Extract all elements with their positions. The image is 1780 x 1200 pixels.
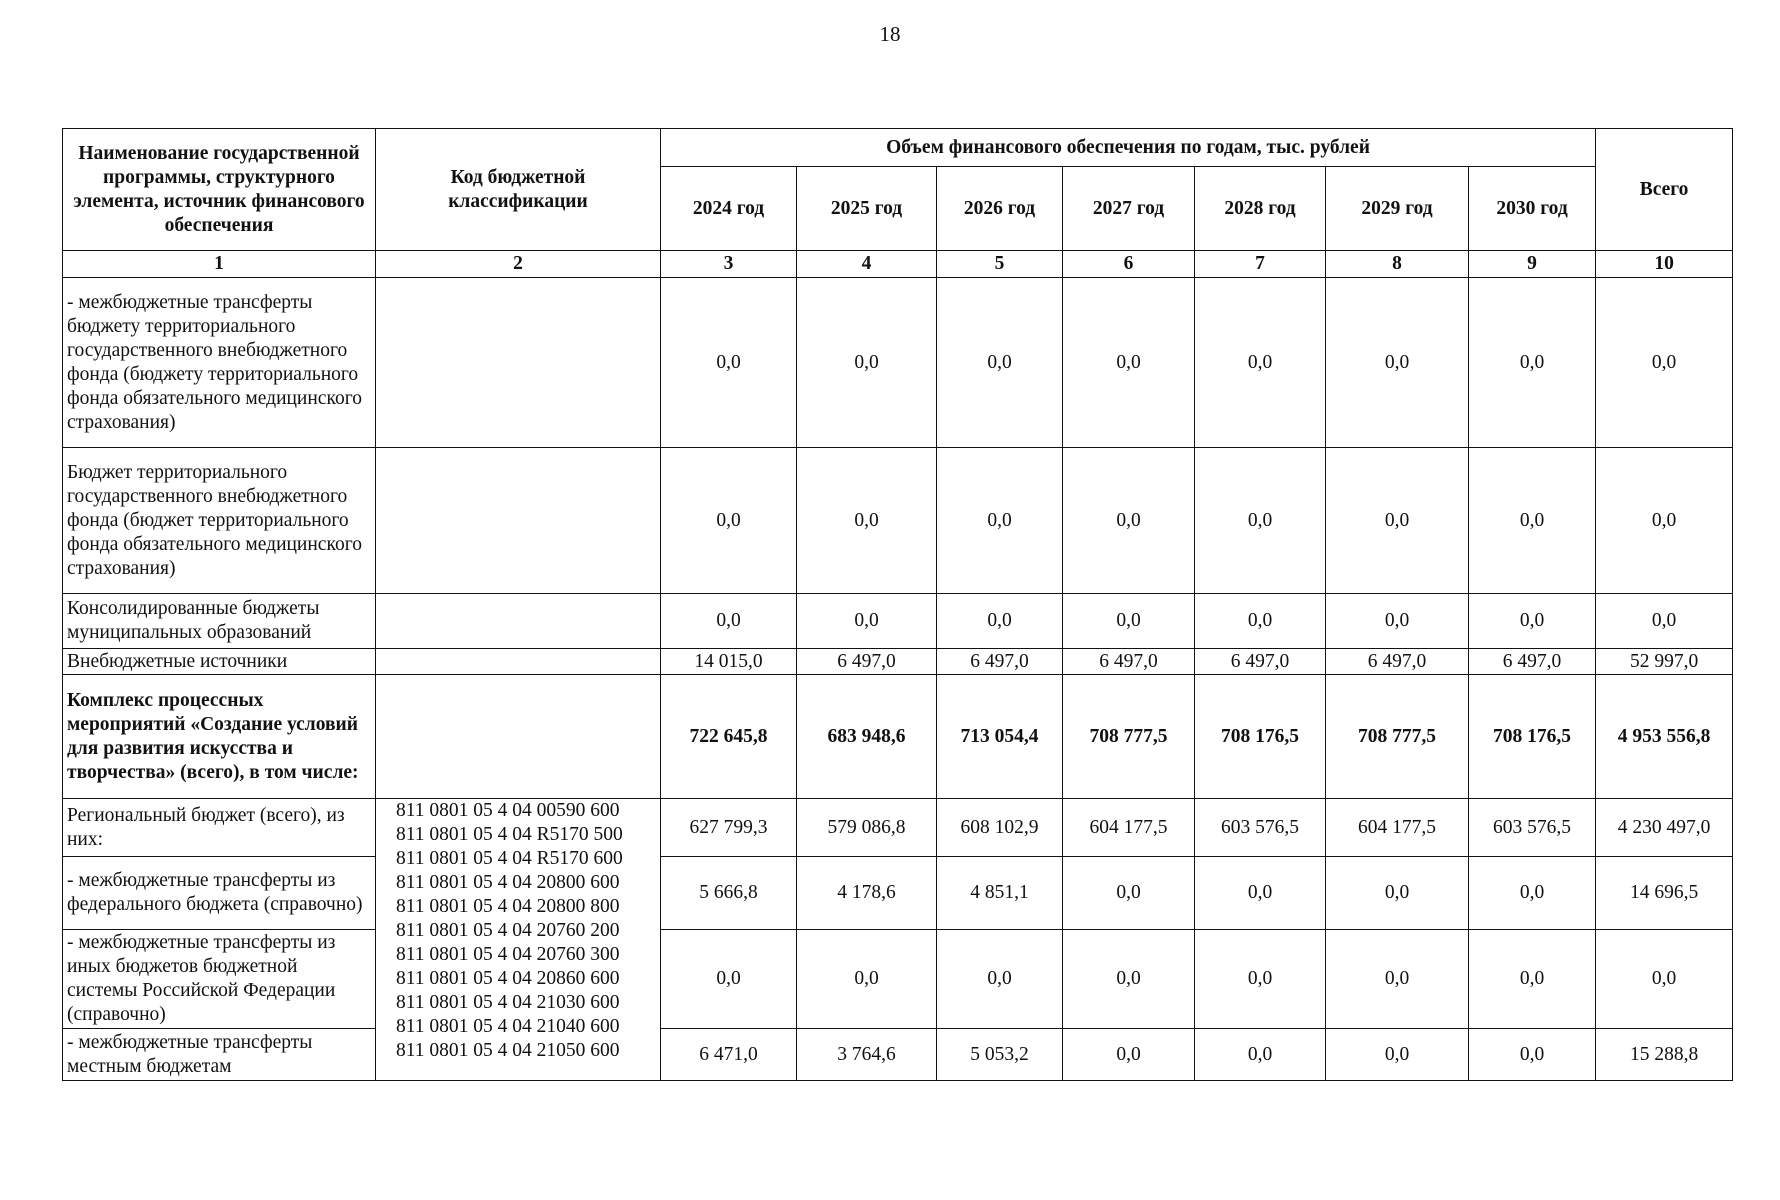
row-value: 0,0 xyxy=(1063,594,1195,649)
budget-code: 811 0801 05 4 04 20800 800 xyxy=(396,896,620,917)
table-row xyxy=(63,1029,1733,1081)
header-total: Всего xyxy=(1596,129,1733,251)
row-value: 0,0 xyxy=(661,278,797,448)
row-value: 0,0 xyxy=(1063,448,1195,594)
row-value: 0,0 xyxy=(1063,1029,1195,1081)
row-value: 708 777,5 xyxy=(1326,675,1469,799)
row-value: 0,0 xyxy=(1469,857,1596,930)
row-value: 0,0 xyxy=(1195,594,1326,649)
row-value: 0,0 xyxy=(1063,278,1195,448)
budget-code: 811 0801 05 4 04 20760 300 xyxy=(396,944,620,965)
row-value: 0,0 xyxy=(797,594,937,649)
row-value: 0,0 xyxy=(1469,930,1596,1029)
header-year: 2024 год xyxy=(661,167,797,251)
row-value: 6 497,0 xyxy=(1326,649,1469,675)
row-value: 608 102,9 xyxy=(937,799,1063,857)
row-value: 0,0 xyxy=(1469,278,1596,448)
row-code-empty xyxy=(376,278,661,448)
row-value: 6 497,0 xyxy=(1469,649,1596,675)
column-number: 2 xyxy=(376,251,661,278)
row-name: Консолидированные бюджеты муниципальных образований xyxy=(63,594,376,649)
row-value: 0,0 xyxy=(797,278,937,448)
budget-code: 811 0801 05 4 04 R5170 600 xyxy=(396,848,623,869)
table-row xyxy=(63,930,1733,1029)
budget-code: 811 0801 05 4 04 21040 600 xyxy=(396,1016,620,1037)
column-number: 7 xyxy=(1195,251,1326,278)
row-value: 722 645,8 xyxy=(661,675,797,799)
table-row xyxy=(63,448,1733,594)
row-name: Внебюджетные источники xyxy=(63,649,376,675)
row-value: 0,0 xyxy=(1195,278,1326,448)
row-value: 5 666,8 xyxy=(661,857,797,930)
row-value: 603 576,5 xyxy=(1469,799,1596,857)
row-value: 0,0 xyxy=(1063,857,1195,930)
row-value: 0,0 xyxy=(1326,594,1469,649)
row-value: 0,0 xyxy=(1326,278,1469,448)
row-value: 708 176,5 xyxy=(1195,675,1326,799)
row-name: Региональный бюджет (всего), из них: xyxy=(63,799,376,857)
row-value: 683 948,6 xyxy=(797,675,937,799)
row-value: 6 497,0 xyxy=(1195,649,1326,675)
row-total: 14 696,5 xyxy=(1596,857,1733,930)
row-value: 6 471,0 xyxy=(661,1029,797,1081)
header-name: Наименование государственной программы, структурного элемента, источник финансового обеспечения xyxy=(63,129,376,251)
row-value: 0,0 xyxy=(1326,1029,1469,1081)
row-total: 0,0 xyxy=(1596,448,1733,594)
budget-code: 811 0801 05 4 04 00590 600 xyxy=(396,800,620,821)
row-value: 604 177,5 xyxy=(1326,799,1469,857)
budget-code: 811 0801 05 4 04 20760 200 xyxy=(396,920,620,941)
row-value: 0,0 xyxy=(937,278,1063,448)
budget-code: 811 0801 05 4 04 21030 600 xyxy=(396,992,620,1013)
row-value: 14 015,0 xyxy=(661,649,797,675)
row-value: 579 086,8 xyxy=(797,799,937,857)
table-row xyxy=(63,857,1733,930)
row-value: 0,0 xyxy=(937,448,1063,594)
row-total: 4 230 497,0 xyxy=(1596,799,1733,857)
row-code-empty xyxy=(376,448,661,594)
row-value: 0,0 xyxy=(937,594,1063,649)
column-number: 6 xyxy=(1063,251,1195,278)
row-total: 52 997,0 xyxy=(1596,649,1733,675)
row-value: 0,0 xyxy=(1195,448,1326,594)
row-total: 4 953 556,8 xyxy=(1596,675,1733,799)
row-name: - межбюджетные трансферты местным бюджетам xyxy=(63,1029,376,1081)
row-value: 604 177,5 xyxy=(1063,799,1195,857)
row-value: 0,0 xyxy=(1326,930,1469,1029)
row-value: 0,0 xyxy=(1326,448,1469,594)
row-code-empty xyxy=(376,594,661,649)
row-code-empty xyxy=(376,649,661,675)
table-row xyxy=(63,649,1733,675)
column-number: 8 xyxy=(1326,251,1469,278)
header-code: Код бюджетной классификации xyxy=(376,129,661,251)
header-year: 2027 год xyxy=(1063,167,1195,251)
row-value: 4 851,1 xyxy=(937,857,1063,930)
budget-code: 811 0801 05 4 04 21050 600 xyxy=(396,1040,620,1061)
row-value: 0,0 xyxy=(797,448,937,594)
row-name: - межбюджетные трансферты из иных бюджетов бюджетной системы Российской Федерации (справочно) xyxy=(63,930,376,1029)
row-value: 0,0 xyxy=(1195,930,1326,1029)
header-year: 2029 год xyxy=(1326,167,1469,251)
budget-code: 811 0801 05 4 04 R5170 500 xyxy=(396,824,623,845)
table-row xyxy=(63,799,1733,857)
row-value: 708 176,5 xyxy=(1469,675,1596,799)
row-value: 0,0 xyxy=(1063,930,1195,1029)
row-total: 15 288,8 xyxy=(1596,1029,1733,1081)
row-total: 0,0 xyxy=(1596,594,1733,649)
page-number: 18 xyxy=(879,22,901,46)
row-value: 0,0 xyxy=(661,930,797,1029)
row-value: 0,0 xyxy=(1195,1029,1326,1081)
table-row xyxy=(63,278,1733,448)
row-value: 708 777,5 xyxy=(1063,675,1195,799)
row-total: 0,0 xyxy=(1596,278,1733,448)
budget-code: 811 0801 05 4 04 20860 600 xyxy=(396,968,620,989)
row-code-empty xyxy=(376,675,661,799)
column-number: 1 xyxy=(63,251,376,278)
column-number: 5 xyxy=(937,251,1063,278)
header-year: 2025 год xyxy=(797,167,937,251)
budget-codes-cell xyxy=(376,799,661,1081)
row-value: 0,0 xyxy=(661,448,797,594)
row-name: Комплекс процессных мероприятий «Создание условий для развития искусства и творчества» (всего), в том числе: xyxy=(63,675,376,799)
column-number: 9 xyxy=(1469,251,1596,278)
financing-table xyxy=(62,128,1733,1081)
header-year: 2028 год xyxy=(1195,167,1326,251)
row-value: 0,0 xyxy=(1469,448,1596,594)
table-row xyxy=(63,675,1733,799)
row-value: 3 764,6 xyxy=(797,1029,937,1081)
header-volume: Объем финансового обеспечения по годам, тыс. рублей xyxy=(661,129,1596,167)
column-number: 3 xyxy=(661,251,797,278)
row-value: 6 497,0 xyxy=(797,649,937,675)
row-value: 0,0 xyxy=(797,930,937,1029)
row-value: 6 497,0 xyxy=(937,649,1063,675)
row-value: 6 497,0 xyxy=(1063,649,1195,675)
row-value: 0,0 xyxy=(661,594,797,649)
table-row xyxy=(63,594,1733,649)
row-value: 603 576,5 xyxy=(1195,799,1326,857)
row-value: 713 054,4 xyxy=(937,675,1063,799)
row-value: 0,0 xyxy=(1195,857,1326,930)
row-value: 0,0 xyxy=(1469,594,1596,649)
row-value: 5 053,2 xyxy=(937,1029,1063,1081)
budget-code: 811 0801 05 4 04 20800 600 xyxy=(396,872,620,893)
header-year: 2030 год xyxy=(1469,167,1596,251)
column-number: 4 xyxy=(797,251,937,278)
row-name: Бюджет территориального государственного внебюджетного фонда (бюджет территориального фонда обязательного медицинского страхования) xyxy=(63,448,376,594)
column-number: 10 xyxy=(1596,251,1733,278)
row-name: - межбюджетные трансферты из федерального бюджета (справочно) xyxy=(63,857,376,930)
row-value: 627 799,3 xyxy=(661,799,797,857)
row-value: 0,0 xyxy=(1326,857,1469,930)
row-name: - межбюджетные трансферты бюджету территориального государственного внебюджетного фонда (бюджету территориального фонда обязательного медицинского страхования) xyxy=(63,278,376,448)
header-year: 2026 год xyxy=(937,167,1063,251)
row-total: 0,0 xyxy=(1596,930,1733,1029)
row-value: 4 178,6 xyxy=(797,857,937,930)
row-value: 0,0 xyxy=(937,930,1063,1029)
row-value: 0,0 xyxy=(1469,1029,1596,1081)
